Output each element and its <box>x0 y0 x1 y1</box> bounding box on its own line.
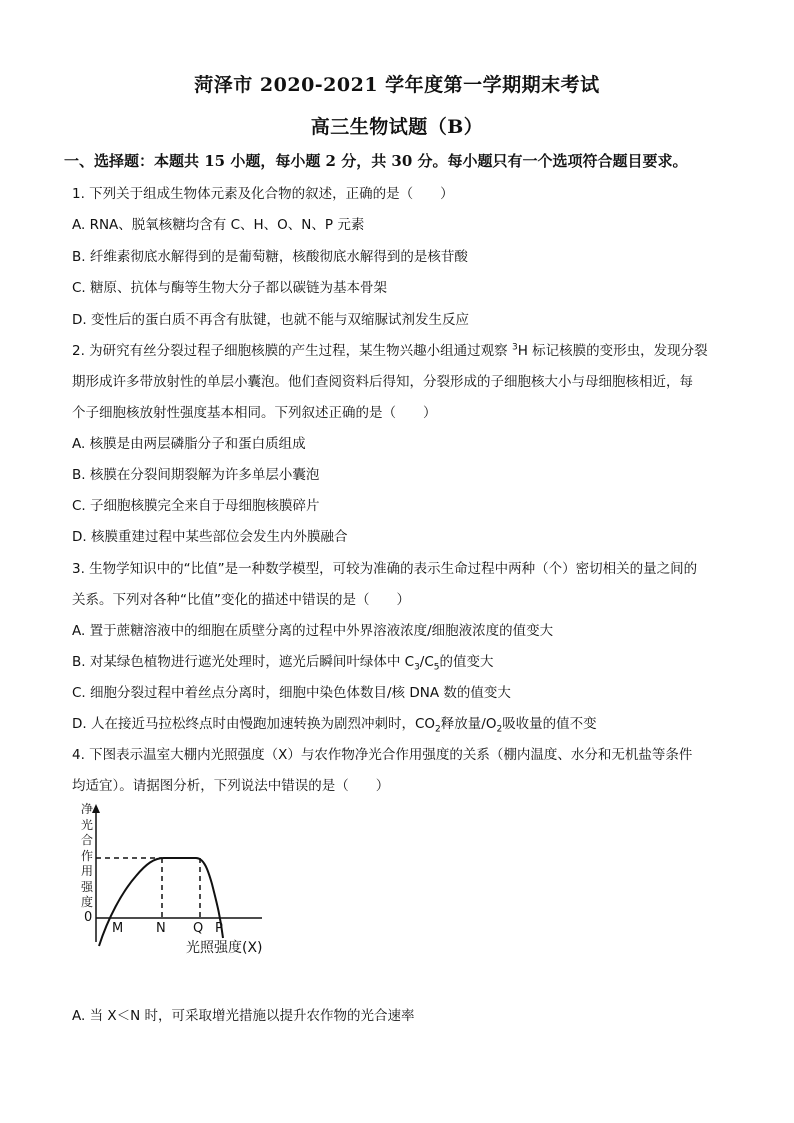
q3d-part1: D. 人在接近马拉松终点时由慢跑加速转换为剧烈冲刺时，CO <box>72 716 436 732</box>
question-4-stem-line2: 均适宜）。请据图分析，下列说法中错误的是（ ） <box>72 778 390 794</box>
x-axis-label: 光照强度(X) <box>186 940 263 956</box>
q3b-part2: /C <box>419 654 434 670</box>
question-3-stem-line1: 3. 生物学知识中的“比值”是一种数学模型，可较为准确的表示生命过程中两种（个）密切相关的量之间的 <box>72 561 698 577</box>
page-title-line2: 高三生物试题（B） <box>310 116 484 138</box>
question-2-stem-line1 <box>72 339 708 359</box>
question-1-option-c: C. 糖原、抗体与酶等生物大分子都以碳链为基本骨架 <box>72 280 388 296</box>
q3d-sub1: 2 <box>435 724 441 735</box>
question-3-option-d <box>72 712 597 735</box>
q3d-part3: 吸收量的值不变 <box>502 716 597 732</box>
tick-label-q: Q <box>193 921 204 936</box>
photosynthesis-figure <box>72 800 292 970</box>
q3b-part1: B. 对某绿色植物进行遮光处理时，遮光后瞬间叶绿体中 C <box>72 654 415 670</box>
q3d-part2: 释放量/O <box>440 716 497 732</box>
tick-label-p: P <box>215 921 223 936</box>
q3b-sub1: 3 <box>414 662 420 673</box>
question-2-option-d: D. 核膜重建过程中某些部位会发生内外膜融合 <box>72 529 348 545</box>
question-3-stem-line2: 关系。下列对各种“比值”变化的描述中错误的是（ ） <box>72 592 410 608</box>
y-axis-arrow <box>92 804 100 813</box>
question-3-option-c: C. 细胞分裂过程中着丝点分离时，细胞中染色体数目/核 DNA 数的值变大 <box>72 685 511 701</box>
q3b-part3: 的值变大 <box>439 654 494 670</box>
question-2-option-a: A. 核膜是由两层磷脂分子和蛋白质组成 <box>72 436 306 452</box>
question-1-option-d: D. 变性后的蛋白质不再含有肽键，也就不能与双缩脲试剂发生反应 <box>72 312 469 328</box>
question-3-option-a: A. 置于蔗糖溶液中的细胞在质壁分离的过程中外界溶液浓度/细胞液浓度的值变大 <box>72 623 554 639</box>
question-1-option-b: B. 纤维素彻底水解得到的是葡萄糖，核酸彻底水解得到的是核苷酸 <box>72 249 468 265</box>
q3d-sub2: 2 <box>496 724 503 735</box>
section-heading: 一、选择题：本题共 15 小题，每小题 2 分，共 30 分。每小题只有一个选项符合题目要求。 <box>64 152 688 170</box>
q2-stem-part2: H 标记核膜的变形虫，发现分裂 <box>517 343 708 359</box>
q2-superscript: 3 <box>511 342 518 353</box>
question-2-option-c: C. 子细胞核膜完全来自于母细胞核膜碎片 <box>72 498 320 514</box>
origin-label: 0 <box>84 910 93 925</box>
question-2-stem-line2: 期形成许多带放射性的单层小囊泡。他们查阅资料后得知，分裂形成的子细胞核大小与母细胞核相近，每 <box>72 374 693 390</box>
question-4-option-a: A. 当 X＜N 时，可采取增光措施以提升农作物的光合速率 <box>72 1008 415 1024</box>
question-1-option-a: A. RNA、脱氧核糖均含有 C、H、O、N、P 元素 <box>72 217 365 233</box>
question-4-stem-line1: 4. 下图表示温室大棚内光照强度（X）与农作物净光合作用强度的关系（棚内温度、水分和无机盐等条件 <box>72 747 693 763</box>
figure-y-axis-label: 净光合作用强度 <box>80 802 93 909</box>
tick-label-m: M <box>112 921 124 936</box>
question-2-option-b: B. 核膜在分裂间期裂解为许多单层小囊泡 <box>72 467 320 483</box>
question-2-stem-line3: 个子细胞核放射性强度基本相同。下列叙述正确的是（ ） <box>72 405 437 421</box>
question-3-option-b <box>72 650 494 673</box>
page-title-line1: 菏泽市 2020-2021 学年度第一学期期末考试 <box>194 74 600 96</box>
q3b-sub2: 5 <box>433 662 440 673</box>
tick-label-n: N <box>156 921 166 936</box>
q2-stem-part1: 2. 为研究有丝分裂过程子细胞核膜的产生过程，某生物兴趣小组通过观察 <box>72 343 512 359</box>
question-1-stem: 1. 下列关于组成生物体元素及化合物的叙述，正确的是（ ） <box>72 186 454 202</box>
